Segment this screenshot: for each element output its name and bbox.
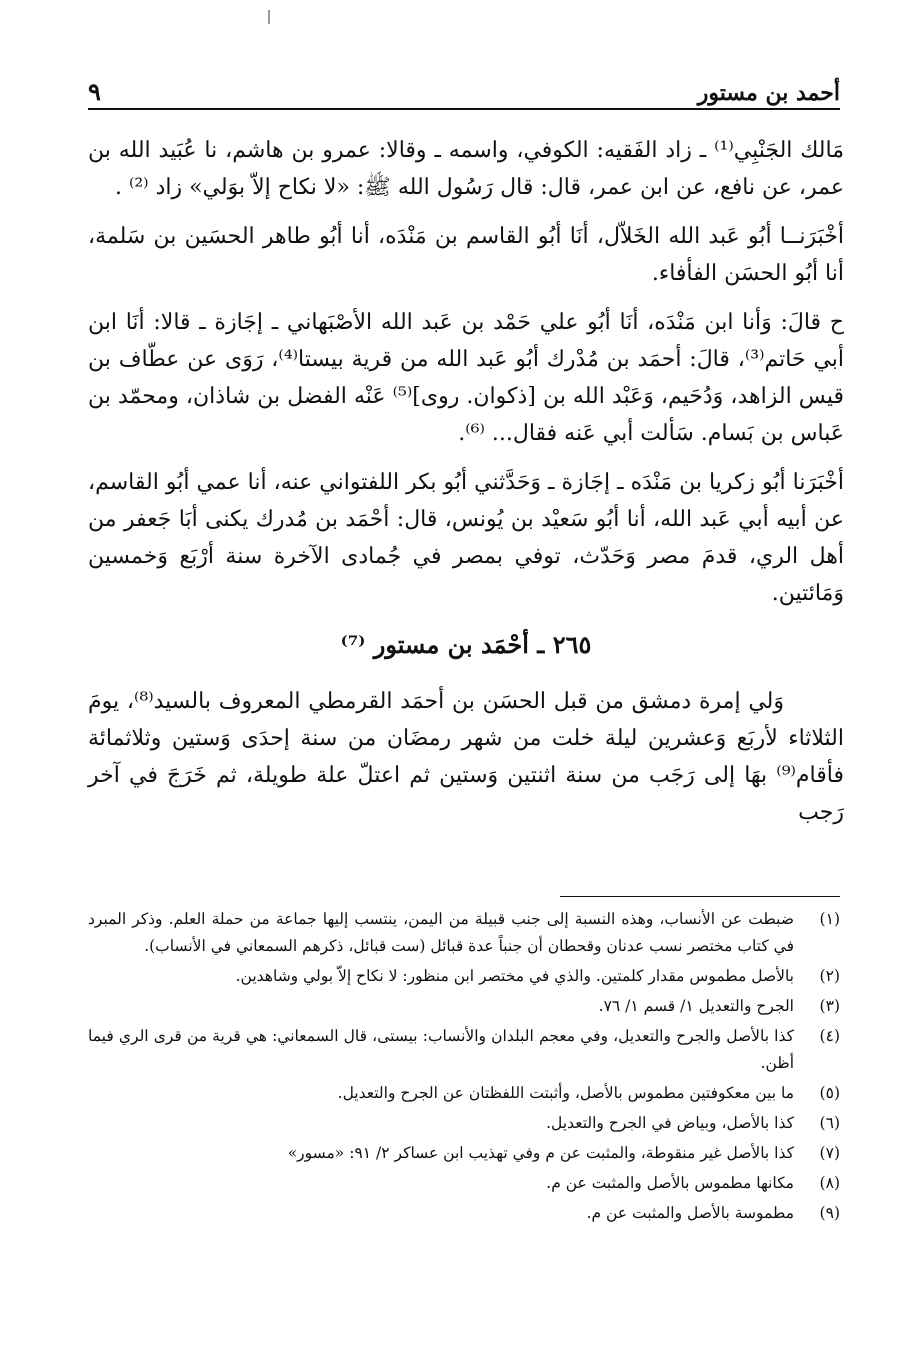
paragraph-3: ح قالَ: وَأنا ابن مَنْدَه، أنَا أبُو علي حَمْد بن عَبد الله الأصْبَهاني ـ إجَازة ـ قالا: أنَا ابن أبي حَاتم⁽³⁾، قالَ: أحمَد بن مُدْرك أبُو عَبد الله من قرية بيستا⁽⁴⁾، رَوَى عن عطّاف بن قيس الزاهد، وَدُحَيم، وَعَبْد الله بن [ذكوان. روى]⁽⁵⁾ عَنْه الفضل بن شاذان، ومحمّد بن عَباس بن بَسام. سَألت أبي عَنه فقال... ⁽⁶⁾. <box>88 310 844 446</box>
footnote-text: مطموسة بالأصل والمثبت عن م. <box>586 1204 794 1222</box>
page-header <box>88 70 840 110</box>
footnote-text: ما بين معكوفتين مطموس بالأصل، وأثبتت اللفظتان عن الجرح والتعديل. <box>337 1084 794 1102</box>
footnote-text: ضبطت عن الأنساب، وهذه النسبة إلى جنب قبيلة من اليمن، ينتسب إليها جماعة من حملة العلم. وذكر المبرد في كتاب مختصر نسب عدنان وقحطان أن جنباً عدة قبائل (ست قبائل، ذكرهم السمعاني في الأنساب). <box>88 910 794 955</box>
footnote <box>88 1080 840 1107</box>
entry-heading: ٢٦٥ ـ أحْمَد بن مستور ⁽⁷⁾ <box>340 630 592 659</box>
footnote-text: الجرح والتعديل ١/ قسم ١/ ٧٦. <box>598 997 794 1015</box>
footnote-text: كذا بالأصل، وبياض في الجرح والتعديل. <box>546 1114 794 1132</box>
paragraph-2: أخْبَرَنــا أبُو عَبد الله الخَلاّل، أنَا أبُو القاسم بن مَنْدَه، أنا أبُو طاهر الحسَين بن سَلمة، أنا أبُو الحسَن الفأفاء. <box>88 224 844 286</box>
paragraph-1: مَالك الجَنْبِي⁽¹⁾ ـ زاد الفَقيه: الكوفي، واسمه ـ وقالا: عمرو بن هاشم، نا عُبَيد الله بن عمر، عن نافع، عن ابن عمر، قال: قال رَسُول الله ﷺ: «لا نكاح إلاّ بوَلي» زاد ⁽²⁾ . <box>88 138 845 200</box>
footnote-number: (٨) <box>819 1174 840 1192</box>
footnote-number: (٩) <box>819 1204 840 1222</box>
footnote-text: كذا بالأصل والجرح والتعديل، وفي معجم البلدان والأنساب: بيستى، قال السمعاني: هي قرية من قرى الري فيما أظن. <box>88 1027 794 1072</box>
footnote <box>88 1140 840 1167</box>
footnote-text: مكانها مطموس بالأصل والمثبت عن م. <box>546 1174 794 1192</box>
footnote-text: بالأصل مطموس مقدار كلمتين. والذي في مختصر ابن منظور: لا نكاح إلاّ بولي وشاهدين. <box>235 967 794 985</box>
footnote-number: (٦) <box>819 1114 840 1132</box>
page-number: ٩ <box>88 77 101 106</box>
running-title: أحمد بن مستور <box>697 80 840 106</box>
entry-text: وَلي إمرة دمشق من قبل الحسَن بن أحمَد القرمطي المعروف بالسيد⁽⁸⁾، يومَ الثلاثاء لأربَع وَعشرين ليلة خلت من شهر رمضَان من سنة إحدَى وَستين وثلاثمائة فأقام⁽⁹⁾ بهَا إلى رَجَب من سنة اثنتين وَستين ثم اعتلّ علة طويلة، ثم خَرَجَ في آخر رَجب <box>88 689 844 825</box>
footnote-number: (٤) <box>819 1027 840 1045</box>
footnote-number: (٣) <box>819 997 840 1015</box>
footnote <box>88 993 840 1020</box>
footnote-number: (١) <box>819 910 840 928</box>
footnote <box>88 1023 840 1077</box>
footnote-number: (٥) <box>819 1084 840 1102</box>
footnote-divider <box>560 896 840 897</box>
footnote <box>88 1110 840 1137</box>
footnote <box>88 906 840 960</box>
footnotes <box>88 898 840 1230</box>
paragraph-4: أخْبَرَنا أبُو زكريا بن مَنْدَه ـ إجَازة ـ وَحَدَّثني أبُو بكر اللفتواني عنه، أنا عمي أبُو القاسم، عن أبيه أبي عَبد الله، أنا أبُو سَعيْد بن يُونس، قال: أحْمَد بن مُدرك يكنى أبَا جَعفر من أهل الري، قدمَ مصر وَحَدّث، توفي بمصر في جُمادى الآخرة سنة أرْبَع وَخمسين وَمَائتين. <box>88 470 844 606</box>
main-text <box>88 132 844 843</box>
scan-artifact <box>268 10 270 24</box>
footnote <box>88 1170 840 1197</box>
footnote <box>88 1200 840 1227</box>
footnote <box>88 963 840 990</box>
footnote-number: (٢) <box>819 967 840 985</box>
footnote-number: (٧) <box>819 1144 840 1162</box>
footnote-text: كذا بالأصل غير منقوطة، والمثبت عن م وفي تهذيب ابن عساكر ٢/ ٩١: «مسور» <box>287 1144 794 1162</box>
